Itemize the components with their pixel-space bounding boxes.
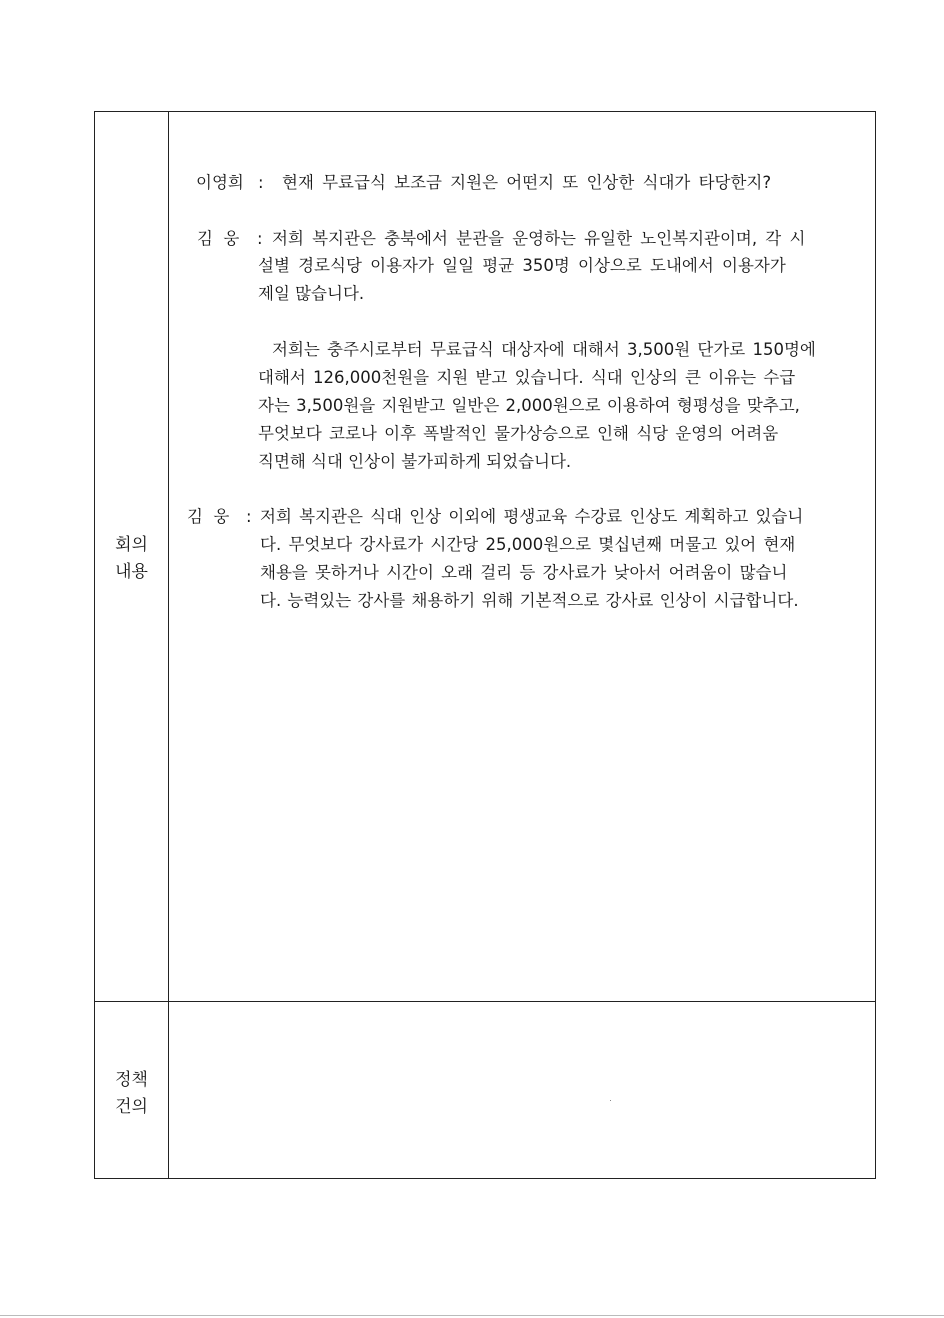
statement-line: 대해서 126,000천원을 지원 받고 있습니다. 식대 인상의 큰 이유는 수급 xyxy=(258,368,796,387)
statement-line: 무엇보다 코로나 이후 폭발적인 물가상승으로 인해 식당 운영의 어려움 xyxy=(258,424,779,443)
speaker-colon: : xyxy=(246,507,252,526)
statement-line: 저희 복지관은 충북에서 분관을 운영하는 유일한 노인복지관이며, 각 시 xyxy=(272,229,806,248)
statement-line: 현재 무료급식 보조금 지원은 어떤지 또 인상한 식대가 타당한지? xyxy=(282,173,772,192)
speaker-name: 김 웅 xyxy=(187,507,230,526)
scan-speck xyxy=(610,1100,611,1101)
statement-line: 다. 무엇보다 강사료가 시간당 25,000원으로 몇십년째 머물고 있어 현재 xyxy=(260,535,796,554)
statement-line: 다. 능력있는 강사를 채용하기 위해 기본적으로 강사료 인상이 시급합니다. xyxy=(260,591,799,610)
statement-line: 설별 경로식당 이용자가 일일 평균 350명 이상으로 도내에서 이용자가 xyxy=(258,256,786,275)
statement-line: 저희는 충주시로부터 무료급식 대상자에 대해서 3,500원 단가로 150명에 xyxy=(272,340,816,359)
meeting-label-line2: 내용 xyxy=(115,562,148,582)
meeting-content-label xyxy=(95,532,168,586)
row-divider xyxy=(95,1001,875,1002)
page-bottom-edge xyxy=(0,1315,944,1316)
column-divider xyxy=(168,112,169,1178)
speaker-name: 이영희 xyxy=(196,173,244,192)
statement-line: 제일 많습니다. xyxy=(258,284,365,303)
speaker-name: 김 웅 xyxy=(197,229,240,248)
speaker-colon: : xyxy=(257,229,263,248)
speaker-colon: : xyxy=(258,173,264,192)
policy-label-line1: 정책 xyxy=(115,1070,148,1090)
statement-line: 저희 복지관은 식대 인상 이외에 평생교육 수강료 인상도 계획하고 있습니 xyxy=(260,507,804,526)
statement-line: 채용을 못하거나 시간이 오래 걸리 등 강사료가 낮아서 어려움이 많습니 xyxy=(260,563,788,582)
policy-label-line2: 건의 xyxy=(115,1097,148,1117)
statement-line: 자는 3,500원을 지원받고 일반은 2,000원으로 이용하여 형평성을 맞추고, xyxy=(258,396,800,415)
meeting-label-line1: 회의 xyxy=(115,535,148,555)
statement-line: 직면해 식대 인상이 불가피하게 되었습니다. xyxy=(258,452,572,471)
policy-suggestion-label xyxy=(95,1067,168,1121)
